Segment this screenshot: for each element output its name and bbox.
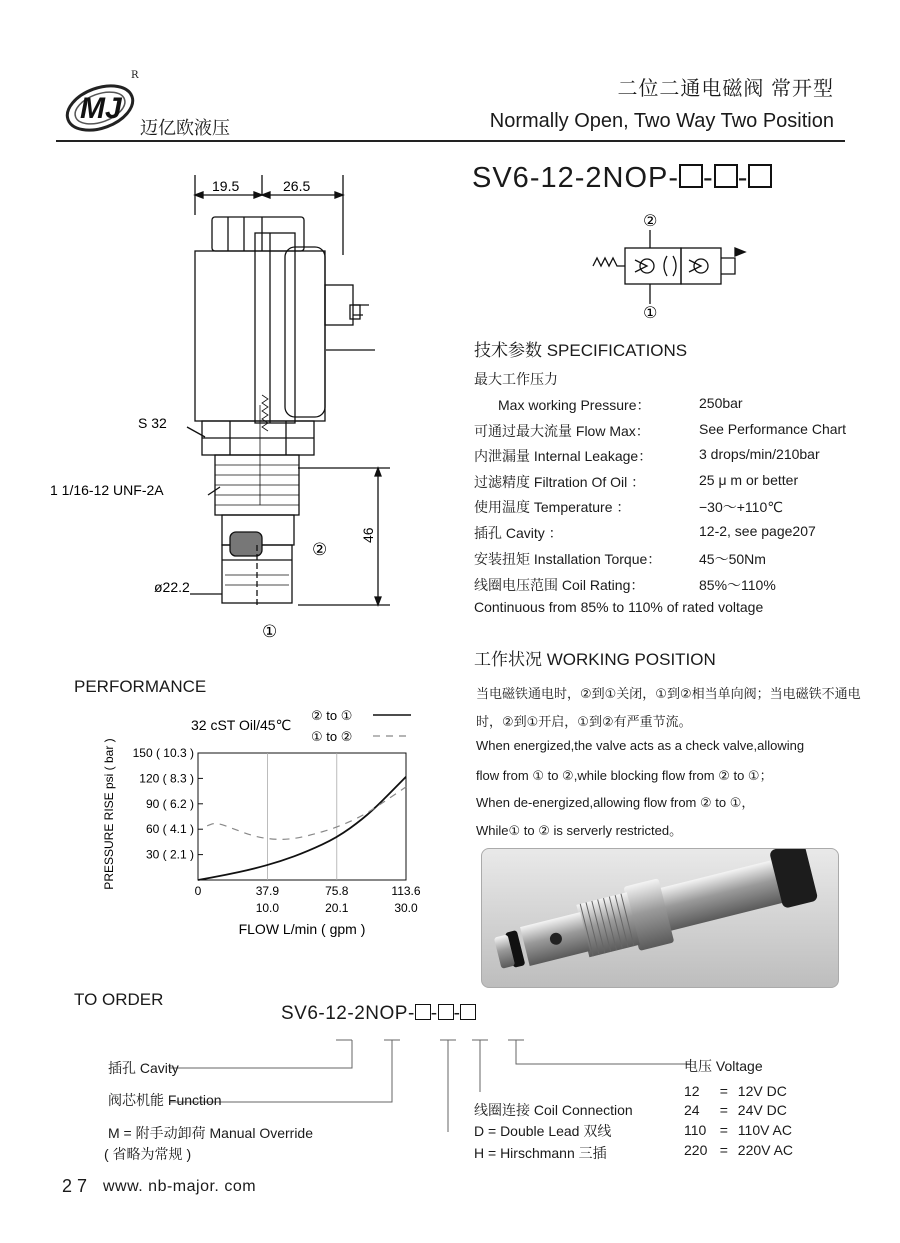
drawing-port-2: ② — [312, 540, 328, 559]
x-tick-label: 113.6 — [391, 884, 421, 898]
order-leader-lines — [170, 1036, 690, 1136]
voltage-code: 220 — [684, 1142, 708, 1158]
voltage-code: 110 — [684, 1122, 707, 1138]
working-line: 当电磁铁通电时，②到①关闭，①到②相当单向阀；当电磁铁不通电 — [476, 686, 861, 701]
registered-mark: R — [131, 70, 139, 81]
max-pressure-cn: 最大工作压力 — [474, 371, 558, 387]
coil-option-d: D = Double Lead 双线 — [474, 1123, 612, 1139]
voltage-code: 24 — [684, 1102, 700, 1118]
series-line-1 — [198, 777, 406, 880]
spec-label: 安装扭矩 Installation Torque： — [474, 551, 662, 567]
spec-row-coil — [474, 575, 864, 599]
performance-heading: PERFORMANCE — [74, 677, 207, 696]
product-photo — [481, 848, 839, 988]
y-tick-label: 90 ( 6.2 ) — [145, 796, 194, 811]
working-line: When energized,the valve acts as a check valve,allowing — [476, 738, 805, 753]
x-tick-label-gpm: 30.0 — [394, 901, 418, 915]
order-function: 阀芯机能 Function — [108, 1092, 222, 1108]
voltage-row — [684, 1083, 787, 1099]
specifications-heading: 技术参数 SPECIFICATIONS — [474, 341, 688, 360]
y-tick-label: 30 ( 2.1 ) — [145, 847, 194, 862]
spec-label: 过滤精度 Filtration Of Oil ： — [474, 474, 646, 490]
voltage-value: 220V AC — [737, 1142, 794, 1158]
spec-row-filtration — [474, 472, 864, 496]
performance-chart — [95, 700, 455, 945]
drawing-port-1: ① — [262, 622, 278, 641]
spec-value: 45～50Nm — [699, 551, 766, 567]
spec-label: 使用温度 Temperature ： — [474, 499, 631, 515]
hydraulic-symbol — [585, 210, 755, 320]
working-line: 时，②到①开启，①到②有严重节流。 — [476, 714, 692, 729]
order-box-3 — [460, 1004, 476, 1020]
coil-connection-heading: 线圈连接 Coil Connection — [474, 1102, 633, 1118]
website-link[interactable]: www. nb-major. com — [103, 1178, 257, 1195]
spec-value: 3 drops/min/210bar — [699, 446, 820, 462]
order-cavity: 插孔 Cavity — [108, 1060, 179, 1076]
order-box-1 — [415, 1004, 431, 1020]
height-dimension-label: 46 — [360, 527, 376, 543]
y-tick-label: 120 ( 8.3 ) — [139, 771, 194, 786]
x-tick-label-gpm: 10.0 — [255, 901, 280, 915]
order-box-2 — [438, 1004, 454, 1020]
model-code: SV6-12-2NOP- - - — [472, 162, 772, 195]
order-heading: TO ORDER — [74, 990, 164, 1009]
spec-value: −30～+110℃ — [699, 499, 783, 515]
order-code: SV6-12-2NOP- - - — [281, 1003, 476, 1025]
spec-value: 12-2, see page207 — [699, 523, 816, 539]
chart-ylabel: PRESSURE RISE psi ( bar ) — [102, 738, 116, 890]
plot-frame — [198, 753, 406, 880]
thread-spec-label: 1 1/16-12 UNF-2A — [50, 482, 164, 498]
legend-series-2: ① to ② — [311, 729, 353, 744]
series-line-2 — [207, 787, 406, 839]
logo-mark: MJ — [80, 92, 122, 125]
voltage-eq: = — [719, 1142, 728, 1158]
spec-row-torque — [474, 549, 864, 573]
spec-value: 250bar — [699, 395, 743, 411]
spec-value: See Performance Chart — [699, 421, 847, 437]
legend-series-1: ② to ① — [311, 708, 353, 723]
y-tick-label: 150 ( 10.3 ) — [132, 746, 194, 760]
order-manual-override: M = 附手动卸荷 Manual Override — [108, 1125, 313, 1141]
x-tick-label: 37.9 — [255, 884, 280, 898]
option-box-1 — [679, 164, 703, 188]
voltage-value: 110V AC — [737, 1122, 793, 1138]
logo-emblem — [60, 68, 140, 134]
chart-title: 32 cST Oil/45℃ — [191, 717, 292, 733]
voltage-row — [684, 1142, 793, 1158]
voltage-value: 12V DC — [737, 1083, 787, 1099]
working-line: When de-energized,allowing flow from ② to ①， — [476, 795, 755, 810]
page-number: 2 7 — [62, 1176, 88, 1196]
valve-cross-section-drawing — [40, 165, 420, 645]
dim-width-right: 26.5 — [283, 178, 311, 194]
spec-row-flow — [474, 421, 864, 445]
voltage-value: 24V DC — [737, 1102, 787, 1118]
spec-row-temperature — [474, 497, 864, 521]
title-english: Normally Open, Two Way Two Position — [489, 110, 834, 132]
voltage-row — [684, 1122, 792, 1138]
x-tick-label: 75.8 — [325, 884, 349, 898]
valve-photo-illustration — [482, 849, 838, 987]
spec-label: 内泄漏量 Internal Leakage： — [474, 448, 653, 464]
voltage-eq: = — [719, 1083, 728, 1099]
spec-value: 25 μ m or better — [699, 472, 799, 488]
y-tick-label: 60 ( 4.1 ) — [145, 822, 194, 837]
order-manual-note: ( 省略为常规 ) — [104, 1146, 192, 1162]
company-name: 迈亿欧液压 — [140, 118, 230, 139]
diameter-label: ø22.2 — [154, 579, 190, 595]
spec-note: Continuous from 85% to 110% of rated voltage — [474, 599, 764, 615]
option-box-2 — [714, 164, 738, 188]
spec-row-cavity — [474, 523, 864, 547]
spec-label: 可通过最大流量 Flow Max： — [474, 423, 650, 439]
voltage-code: 12 — [684, 1083, 700, 1099]
company-logo — [60, 68, 140, 134]
spec-label: 插孔 Cavity ： — [474, 525, 563, 541]
hex-size-label: S 32 — [138, 415, 167, 431]
voltage-eq: = — [719, 1102, 728, 1118]
working-line: flow from ① to ②,while blocking flow from ② to ①； — [476, 768, 773, 783]
x-tick-label: 0 — [194, 884, 202, 898]
order-code-text: SV6-12-2NOP- — [281, 1003, 415, 1024]
option-box-3 — [748, 164, 772, 188]
voltage-heading: 电压 Voltage — [684, 1058, 763, 1074]
voltage-eq: = — [719, 1122, 728, 1138]
coil-option-h: H = Hirschmann 三插 — [474, 1145, 607, 1161]
symbol-port-1: ① — [643, 305, 658, 320]
spec-label: 线圈电压范围 Coil Rating： — [474, 577, 645, 593]
header-divider — [56, 140, 845, 142]
voltage-row — [684, 1102, 787, 1118]
spec-row-max-pressure — [474, 395, 864, 419]
title-chinese: 二位二通电磁阀 常开型 — [617, 78, 834, 100]
symbol-port-2: ② — [643, 213, 658, 230]
spec-label: Max working Pressure： — [498, 397, 651, 413]
chart-xlabel: FLOW L/min ( gpm ) — [238, 921, 366, 937]
spec-value: 85%～110% — [699, 577, 776, 593]
x-tick-label-gpm: 20.1 — [325, 901, 349, 915]
model-code-text: SV6-12-2NOP- — [472, 162, 680, 194]
dim-width-left: 19.5 — [212, 178, 240, 194]
spec-row-leakage — [474, 446, 864, 470]
working-line: While① to ② is serverly restricted。 — [476, 823, 683, 838]
working-position-heading: 工作状况 WORKING POSITION — [474, 650, 716, 669]
